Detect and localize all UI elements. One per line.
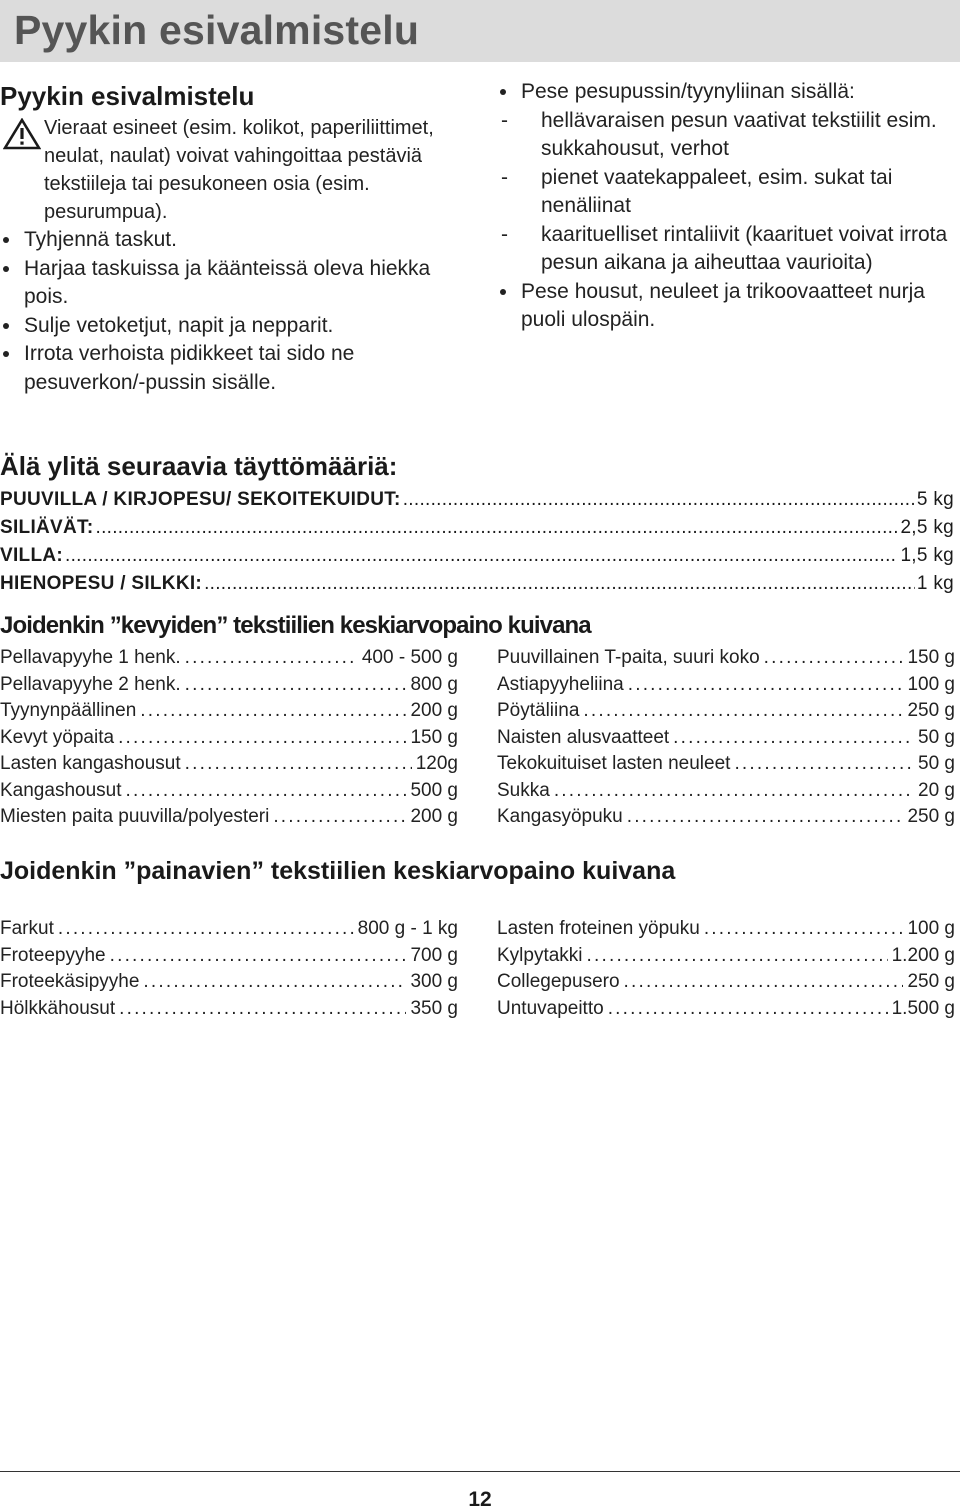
table-row: Astiapyyheliina ..... 100 g bbox=[497, 672, 955, 699]
table-row: Pellavapyyhe 1 henk. ..... 400 - 500 g bbox=[0, 645, 458, 672]
heavy-weights-right bbox=[497, 916, 955, 1022]
table-row: Kangasyöpuku ..... 250 g bbox=[497, 804, 955, 831]
dash-item: - kaarituelliset rintaliivit (kaarituet voivat irrota pesun aikana ja aiheuttaa vaurioita) bbox=[501, 222, 948, 274]
warning-text: Vieraat esineet (esim. kolikot, paperiliittimet, neulat, naulat) voivat vahingoittaa pestäviä tekstiileja tai pesukoneen osia (esim. pesurumpua). bbox=[44, 117, 434, 223]
table-row: Froteekäsipyyhe ..... 300 g bbox=[0, 969, 458, 996]
table-row: Froteepyyhe ..... 700 g bbox=[0, 943, 458, 970]
table-row: Kevyt yöpaita ..... 150 g bbox=[0, 725, 458, 752]
wash-bag-list bbox=[497, 78, 957, 107]
list-item: Irrota verhoista pidikkeet tai sido ne pesuverkon/-pussin sisälle. bbox=[0, 340, 470, 397]
page-banner bbox=[0, 0, 960, 62]
dash-item: - hellävaraisen pesun vaativat tekstiilit esim. sukkahousut, verhot bbox=[501, 108, 937, 160]
list-item: Pese pesupussin/tyynyliinan sisällä: bbox=[497, 78, 957, 107]
page-number: 12 bbox=[468, 1488, 492, 1511]
light-textiles-title: Joidenkin ”kevyiden” tekstiilien keskiarvopaino kuivana bbox=[0, 612, 591, 639]
limits-title: Älä ylitä seuraavia täyttömääriä: bbox=[0, 451, 398, 481]
table-row: Tekokuituiset lasten neuleet ..... 50 g bbox=[497, 751, 955, 778]
heavy-weights-left bbox=[0, 916, 458, 1022]
list-item: Sulje vetoketjut, napit ja nepparit. bbox=[0, 312, 470, 341]
table-row: Puuvillainen T-paita, suuri koko ..... 150 g bbox=[497, 645, 955, 672]
wash-bag-items bbox=[497, 107, 957, 278]
table-row: SILIÄVÄT: ..... 2,5 kg bbox=[0, 514, 954, 542]
prep-bullet-list bbox=[0, 226, 470, 397]
warning-triangle-icon bbox=[3, 118, 41, 150]
inside-out-list bbox=[497, 278, 957, 335]
table-row: Pöytäliina ..... 250 g bbox=[497, 698, 955, 725]
table-row: Kylpytakki ..... 1.200 g bbox=[497, 943, 955, 970]
table-row: Farkut ..... 800 g - 1 kg bbox=[0, 916, 458, 943]
light-weights-left bbox=[0, 645, 458, 831]
table-row: Sukka ..... 20 g bbox=[497, 778, 955, 805]
list-item: Pese housut, neuleet ja trikoovaatteet nurja puoli ulospäin. bbox=[497, 278, 957, 335]
table-row: Lasten kangashousut ..... 120g bbox=[0, 751, 458, 778]
banner-title: Pyykin esivalmistelu bbox=[14, 7, 420, 53]
list-item: Tyhjennä taskut. bbox=[0, 226, 470, 255]
table-row: Kangashousut ..... 500 g bbox=[0, 778, 458, 805]
table-row: Naisten alusvaatteet ..... 50 g bbox=[497, 725, 955, 752]
table-row: HIENOPESU / SILKKI: ..... 1 kg bbox=[0, 570, 954, 598]
table-row: VILLA: ..... 1,5 kg bbox=[0, 542, 954, 570]
list-item: Harjaa taskuissa ja käänteissä oleva hiekka pois. bbox=[0, 255, 470, 312]
heavy-textiles-title: Joidenkin ”painavien” tekstiilien keskiarvopaino kuivana bbox=[0, 857, 676, 885]
table-row: Untuvapeitto ..... 1.500 g bbox=[497, 996, 955, 1023]
prep-title: Pyykin esivalmistelu bbox=[0, 81, 255, 111]
footer-divider bbox=[0, 1471, 960, 1472]
warning-note bbox=[0, 114, 470, 226]
table-row: Collegepusero ..... 250 g bbox=[497, 969, 955, 996]
table-row: PUUVILLA / KIRJOPESU/ SEKOITEKUIDUT: ..... 5 kg bbox=[0, 486, 954, 514]
prep-right-column bbox=[497, 78, 957, 335]
table-row: Lasten froteinen yöpuku ..... 100 g bbox=[497, 916, 955, 943]
prep-left-column bbox=[0, 78, 470, 397]
load-limits-table bbox=[0, 486, 954, 598]
table-row: Pellavapyyhe 2 henk. ..... 800 g bbox=[0, 672, 458, 699]
light-weights-right bbox=[497, 645, 955, 831]
table-row: Miesten paita puuvilla/polyesteri ..... 200 g bbox=[0, 804, 458, 831]
dash-item: - pienet vaatekappaleet, esim. sukat tai nenäliinat bbox=[501, 165, 893, 217]
table-row: Tyynynpäällinen ..... 200 g bbox=[0, 698, 458, 725]
table-row: Hölkkähousut ..... 350 g bbox=[0, 996, 458, 1023]
